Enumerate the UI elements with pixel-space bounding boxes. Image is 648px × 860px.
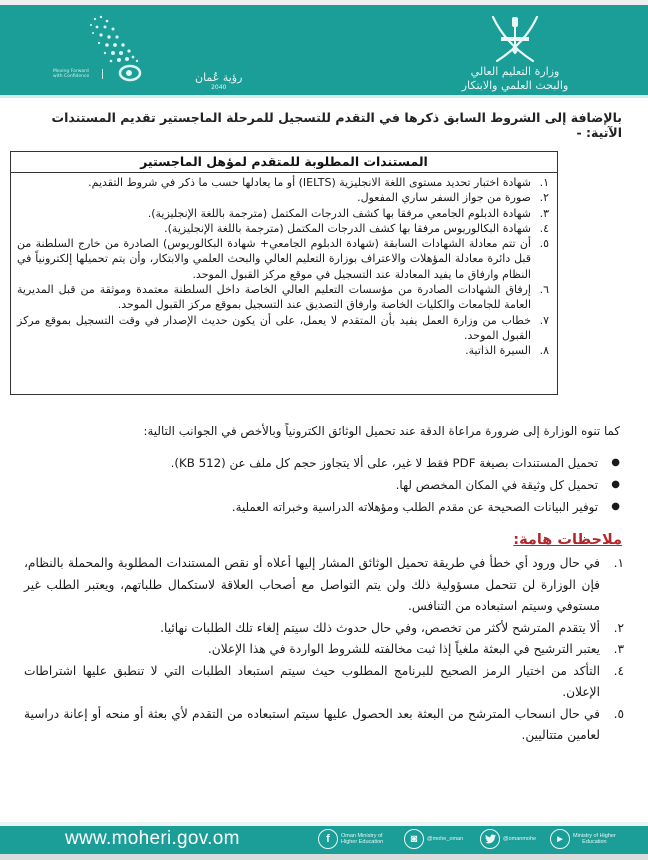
item-text: يعتبر الترشيح في البعثة ملغياً إذا ثبت مخالفته للشروط الواردة في هذا الإعلان.	[207, 642, 600, 656]
item-text: أن تتم معادلة الشهادات السابقة (شهادة الدبلوم الجامعي+ شهادة البكالوريوس) الصادرة من خارج السلطنة من قبل دائرة معادلة المؤهلات والاعتراف بوزارة التعليم العالي والبحث العلمي والابتكار، وأن يتم تحميلها إلكترونياً في النظام وارفاق ما يفيد المعادلة عند التسجيل في موقع مركز القبول الموحد.	[17, 237, 531, 281]
header-divider	[0, 95, 648, 98]
item-number: ٣.	[613, 642, 624, 656]
list-item	[17, 206, 549, 221]
bullet-text: تحميل المستندات بصيغة PDF فقط لا غير، على ألا يتجاوز حجم كل ملف عن (512 KB).	[170, 456, 598, 470]
list-item	[17, 313, 549, 344]
youtube-label-line2: Education	[582, 839, 607, 845]
list-item	[30, 496, 620, 518]
header-banner	[0, 5, 648, 95]
ministry-name-line1: وزارة التعليم العالي	[470, 65, 560, 78]
item-text: في حال انسحاب المترشح من البعثة بعد الحصول عليها سيتم استبعاده من التقدم لأي بعثة أو منحه أو إعانة دراسية لعامين متتاليين.	[24, 706, 600, 742]
instagram-label: @mohe_oman	[427, 836, 464, 842]
vision-label	[195, 71, 242, 91]
twitter-label: @omanmohe	[503, 836, 537, 842]
item-number: ٤.	[539, 221, 549, 235]
item-text: شهادة الدبلوم الجامعي مرفقا بها كشف الدرجات المكتمل (مترجمة باللغة الإنجليزية).	[147, 206, 531, 220]
facebook-label-line1: Oman Ministry of	[341, 833, 383, 839]
required-documents-table	[10, 151, 558, 395]
youtube-icon: ▶	[550, 829, 570, 849]
youtube-label	[573, 833, 616, 845]
item-number: ١.	[539, 176, 549, 189]
item-number: ٤.	[613, 663, 624, 678]
list-item	[17, 190, 549, 205]
item-number: ٥.	[613, 706, 624, 721]
item-number: ٦.	[539, 283, 549, 297]
ministry-name	[440, 65, 590, 93]
youtube-label-line1: Ministry of Higher	[573, 833, 616, 839]
footer-bottom-strip	[0, 854, 648, 860]
twitter-icon	[480, 829, 500, 849]
youtube-link[interactable]	[550, 829, 616, 849]
item-number: ٢.	[539, 191, 549, 205]
item-text: خطاب من وزارة العمل يفيد بأن المتقدم لا يعمل، على أن يكون حديث الإصدار في وقت التسجيل بموقع مركز القبول الموحد.	[17, 313, 531, 342]
item-text: ألا يتقدم المترشح لأكثر من تخصص، وفي حال حدوث ذلك سيتم إلغاء تلك الطلبات نهائيا.	[160, 620, 600, 635]
list-item	[17, 175, 549, 190]
vision-title: رؤية عُمان	[195, 71, 243, 84]
facebook-label	[341, 833, 383, 845]
item-text: التأكد من اختيار الرمز الصحيح للبرنامج المطلوب حيث سيتم استبعاد الطلبات التي لا تنطبق عليها اشتراطات الإعلان.	[24, 663, 600, 699]
list-item	[24, 639, 624, 661]
important-notes-list	[24, 553, 624, 747]
vision-year: 2040	[211, 84, 227, 91]
item-number: ٧.	[539, 313, 549, 327]
facebook-link[interactable]	[318, 829, 383, 849]
documents-list	[11, 173, 557, 359]
list-item	[30, 452, 620, 474]
list-item	[17, 221, 549, 236]
item-number: ٥.	[539, 237, 549, 251]
instagram-link[interactable]	[404, 829, 463, 849]
list-item	[24, 704, 624, 747]
item-text: صورة من جواز السفر ساري المفعول.	[357, 191, 531, 205]
twitter-link[interactable]	[480, 829, 536, 849]
list-item	[17, 236, 549, 282]
upload-guidelines-list	[30, 452, 620, 518]
footer-banner	[0, 826, 648, 854]
facebook-label-line2: Higher Education	[341, 839, 384, 845]
item-number: ١.	[613, 556, 624, 570]
upload-note-paragraph: كما تنوه الوزارة إلى ضرورة مراعاة الدقة عند تحميل الوثائق الكترونياً وبالأخص في الجوانب التالية:	[143, 424, 620, 438]
list-item	[24, 661, 624, 704]
item-text: شهادة البكالوريوس مرفقا بها كشف الدرجات المكتمل (مترجمة باللغة الإنجليزية).	[164, 221, 531, 235]
forward-tagline: Moving Forward with Confidence	[53, 69, 103, 79]
bullet-icon: ●	[611, 479, 620, 490]
ministry-name-line2: والبحث العلمي والابتكار	[461, 79, 569, 92]
item-text: إرفاق الشهادات الصادرة من مؤسسات التعليم العالي الخاصة داخل السلطنة معتمدة وموثقة من قبل المديرية العامة للجامعات والكليات الخاصة وارفاق التصديق عند التسجيل بموقع مركز القبول الموحد.	[17, 283, 531, 312]
ministry-logo	[440, 9, 590, 99]
bullet-icon: ●	[611, 457, 620, 468]
bullet-text: توفير البيانات الصحيحة عن مقدم الطلب ومؤهلاته الدراسية وخبراته العملية.	[231, 500, 598, 514]
instagram-icon: ◙	[404, 829, 424, 849]
item-number: ٢.	[613, 620, 624, 635]
bullet-icon: ●	[611, 501, 620, 512]
item-text: السيرة الذاتية.	[465, 344, 531, 358]
oman-emblem-icon	[485, 13, 545, 65]
item-number: ٨.	[539, 344, 549, 358]
list-item	[17, 343, 549, 358]
important-notes-heading: ملاحظات هامة:	[513, 532, 622, 548]
list-item	[17, 282, 549, 313]
website-link[interactable]: www.moheri.gov.om	[65, 828, 240, 849]
list-item	[24, 553, 624, 618]
intro-paragraph: بالإضافة إلى الشروط السابق ذكرها في التقدم للتسجيل للمرحلة الماجستير تقديم المستندات الآتية: -	[51, 110, 622, 140]
item-text: شهادة اختبار تحديد مستوى اللغة الانجليزية (IELTS) أو ما يعادلها حسب ما ذكر في شروط التقديم.	[88, 176, 531, 189]
item-number: ٣.	[539, 206, 549, 220]
list-item	[24, 618, 624, 640]
oman-vision-2040-logo	[53, 13, 243, 97]
facebook-icon: f	[318, 829, 338, 849]
table-header: المستندات المطلوبة للمتقدم لمؤهل الماجستير	[11, 152, 557, 173]
list-item	[30, 474, 620, 496]
item-text: في حال ورود أي خطأ في طريقة تحميل الوثائق المشار إليها أعلاه أو نقص المستندات المطلوبة والمحملة بالنظام، فإن الوزارة لن تتحمل مسؤولية ذلك ولن يتم التواصل مع أصحاب العلاقة لاستكمال طلباتهم، ويعتبر الطلب غير مستوفي وسيتم استبعاده من التنافس.	[24, 556, 600, 613]
bullet-text: تحميل كل وثيقة في المكان المخصص لها.	[395, 478, 598, 492]
